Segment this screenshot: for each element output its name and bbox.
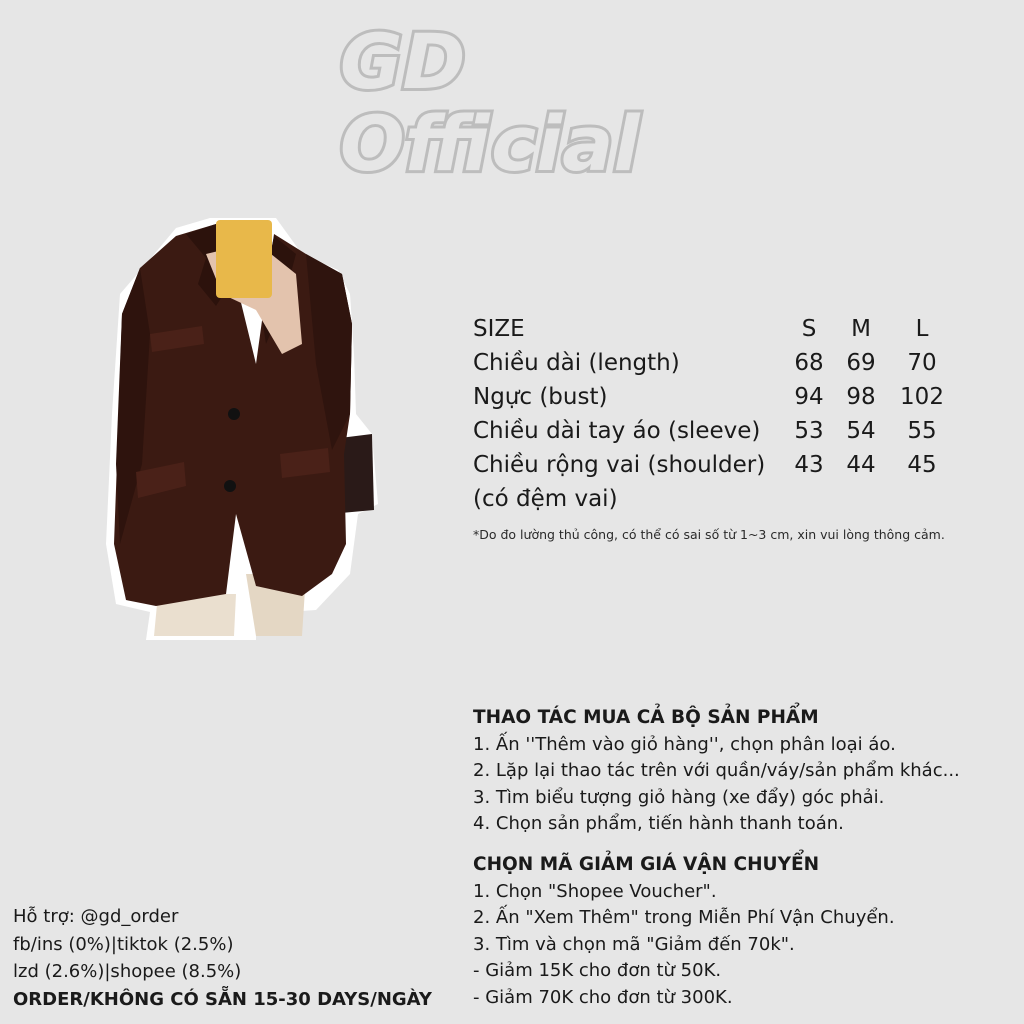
size-value-s: 53 [794,418,824,444]
platform-fees-2: lzd (2.6%)|shopee (8.5%) [13,961,242,982]
size-value-s: 94 [794,384,824,410]
instruction-line: 1. Ấn ''Thêm vào giỏ hàng'', chọn phân loại áo. [473,733,896,755]
size-row-note [473,482,765,516]
instruction-line: 2. Lặp lại thao tác trên với quần/váy/sản phẩm khác... [473,760,960,781]
size-header-label: SIZE [473,316,525,342]
size-value-m: 44 [846,452,876,478]
size-row-label: Ngực (bust) [473,384,608,410]
instruction-line: 4. Chọn sản phẩm, tiến hành thanh toán. [473,813,844,834]
instruction-line: 1. Chọn "Shopee Voucher". [473,880,717,902]
size-value-s: 68 [794,350,824,376]
section-title: THAO TÁC MUA CẢ BỘ SẢN PHẨM [473,707,819,728]
instruction-line: 3. Tìm và chọn mã "Giảm đến 70k". [473,933,795,955]
size-row-label: Chiều dài tay áo (sleeve) [473,418,761,444]
size-row-label: Chiều dài (length) [473,350,680,376]
size-value-m: 69 [846,350,876,376]
size-row-label: Chiều rộng vai (shoulder) [473,452,766,478]
size-value-l: 55 [907,418,937,444]
size-header-m: M [851,316,871,342]
purchase-instructions [473,705,960,838]
size-row-length [473,346,937,380]
platform-fees-1: fb/ins (0%)|tiktok (2.5%) [13,933,234,955]
product-photo [106,214,384,640]
size-value-l: 102 [900,384,944,410]
instruction-line: 3. Tìm biểu tượng giỏ hàng (xe đẩy) góc phải. [473,786,885,808]
size-table [473,312,944,516]
section-title: CHỌN MÃ GIẢM GIÁ VẬN CHUYỂN [473,854,820,875]
support-contact: Hỗ trợ: @gd_order [13,906,179,927]
size-table-header [473,312,929,346]
instruction-line: - Giảm 70K cho đơn từ 300K. [473,986,733,1008]
size-value-l: 70 [907,350,937,376]
size-row-bust [473,380,944,414]
order-lead-time: ORDER/KHÔNG CÓ SẴN 15-30 DAYS/NGÀY [13,988,432,1010]
size-row-shoulder [473,448,937,482]
measurement-disclaimer: *Do đo lường thủ công, có thể có sai số từ 1~3 cm, xin vui lòng thông cảm. [473,527,945,542]
support-info [13,903,432,1013]
logo-line-1: GD [340,17,466,106]
size-row-sleeve [473,414,937,448]
size-value-s: 43 [794,452,824,478]
brand-logo [338,10,678,200]
size-header-l: L [915,316,929,342]
instruction-line: - Giảm 15K cho đơn từ 50K. [473,960,722,981]
instruction-line: 2. Ấn "Xem Thêm" trong Miễn Phí Vận Chuyển. [473,907,895,928]
shoulder-pad-note: (có đệm vai) [473,486,618,512]
shipping-voucher-instructions [473,852,895,1011]
size-value-m: 54 [846,418,876,444]
size-value-m: 98 [846,384,876,410]
logo-line-2: Official [340,99,640,188]
size-value-l: 45 [907,452,937,478]
size-header-s: S [801,316,817,342]
